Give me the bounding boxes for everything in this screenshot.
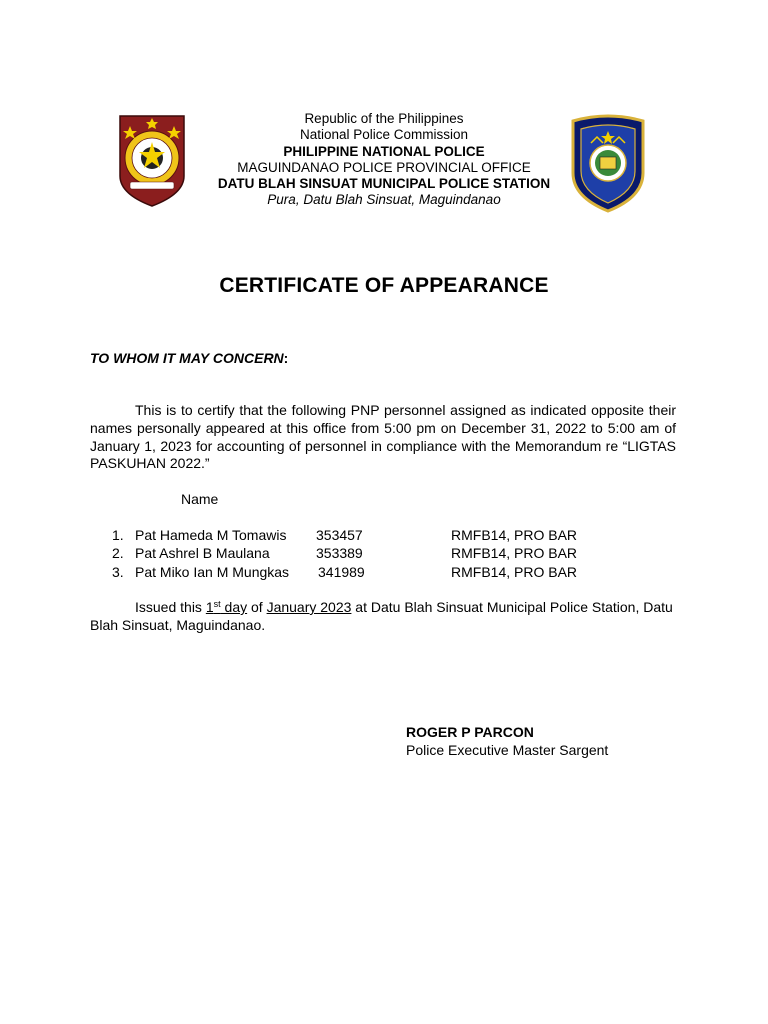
name-column-label: Name xyxy=(181,491,219,507)
signatory-name: ROGER P PARCON xyxy=(406,724,534,740)
salutation xyxy=(90,350,288,366)
issued-day-number: 1 xyxy=(205,599,214,615)
municipal-police-badge-icon xyxy=(567,113,649,213)
letterhead xyxy=(184,111,584,209)
item-number: 3. xyxy=(112,563,124,580)
header-pnp: PHILIPPINE NATIONAL POLICE xyxy=(283,143,485,159)
personnel-list xyxy=(90,527,690,582)
issued-prefix: Issued this xyxy=(135,599,206,615)
list-item xyxy=(90,527,690,545)
header-station: DATU BLAH SINSUAT MUNICIPAL POLICE STATION xyxy=(217,176,551,192)
item-number: 2. xyxy=(112,545,124,562)
personnel-id: 353389 xyxy=(316,545,363,562)
header-commission: National Police Commission xyxy=(299,127,469,143)
issued-of: of xyxy=(247,599,267,615)
list-item xyxy=(90,545,690,563)
issued-paragraph xyxy=(90,598,680,635)
document-title: CERTIFICATE OF APPEARANCE xyxy=(219,274,549,297)
salutation-colon: : xyxy=(283,350,289,366)
list-item xyxy=(90,564,690,582)
item-number: 1. xyxy=(112,527,124,543)
header-address: Pura, Datu Blah Sinsuat, Maguindanao xyxy=(267,192,501,208)
personnel-name: Pat Miko Ian M Mungkas xyxy=(135,563,290,580)
personnel-unit: RMFB14, PRO BAR xyxy=(451,545,578,562)
header-provincial-office: MAGUINDANAO POLICE PROVINCIAL OFFICE xyxy=(237,159,531,175)
signatory-block xyxy=(406,723,608,759)
personnel-name: Pat Hameda M Tomawis xyxy=(135,527,287,543)
personnel-id: 353457 xyxy=(316,527,363,543)
salutation-text: TO WHOM IT MAY CONCERN xyxy=(90,350,284,366)
personnel-unit: RMFB14, PRO BAR xyxy=(451,527,578,543)
signatory-rank: Police Executive Master Sargent xyxy=(406,742,609,759)
issued-day xyxy=(206,599,247,615)
certification-text: This is to certify that the following PNP personnel assigned as indicated opposite their names personally appeared at this office from 5:00 pm on December 31, 2022 to 5:00 am of January 1, 2023 for accounting of personnel in compliance with the Memorandum re “LIGTAS PASKUHAN 2022.” xyxy=(90,402,676,472)
issued-location: at Datu Blah Sinsuat Municipal Police Station, Datu Blah Sinsuat, Maguindanao. xyxy=(90,599,673,634)
issued-day-word: day xyxy=(220,599,248,615)
issued-month-year: January 2023 xyxy=(266,599,352,615)
certification-paragraph xyxy=(90,402,676,473)
header-republic: Republic of the Philippines xyxy=(304,111,464,126)
pnp-seal-icon xyxy=(116,112,188,208)
personnel-unit: RMFB14, PRO BAR xyxy=(451,563,578,580)
issued-day-suffix: st xyxy=(213,599,221,609)
personnel-name: Pat Ashrel B Maulana xyxy=(135,545,270,562)
personnel-id: 341989 xyxy=(318,563,365,580)
